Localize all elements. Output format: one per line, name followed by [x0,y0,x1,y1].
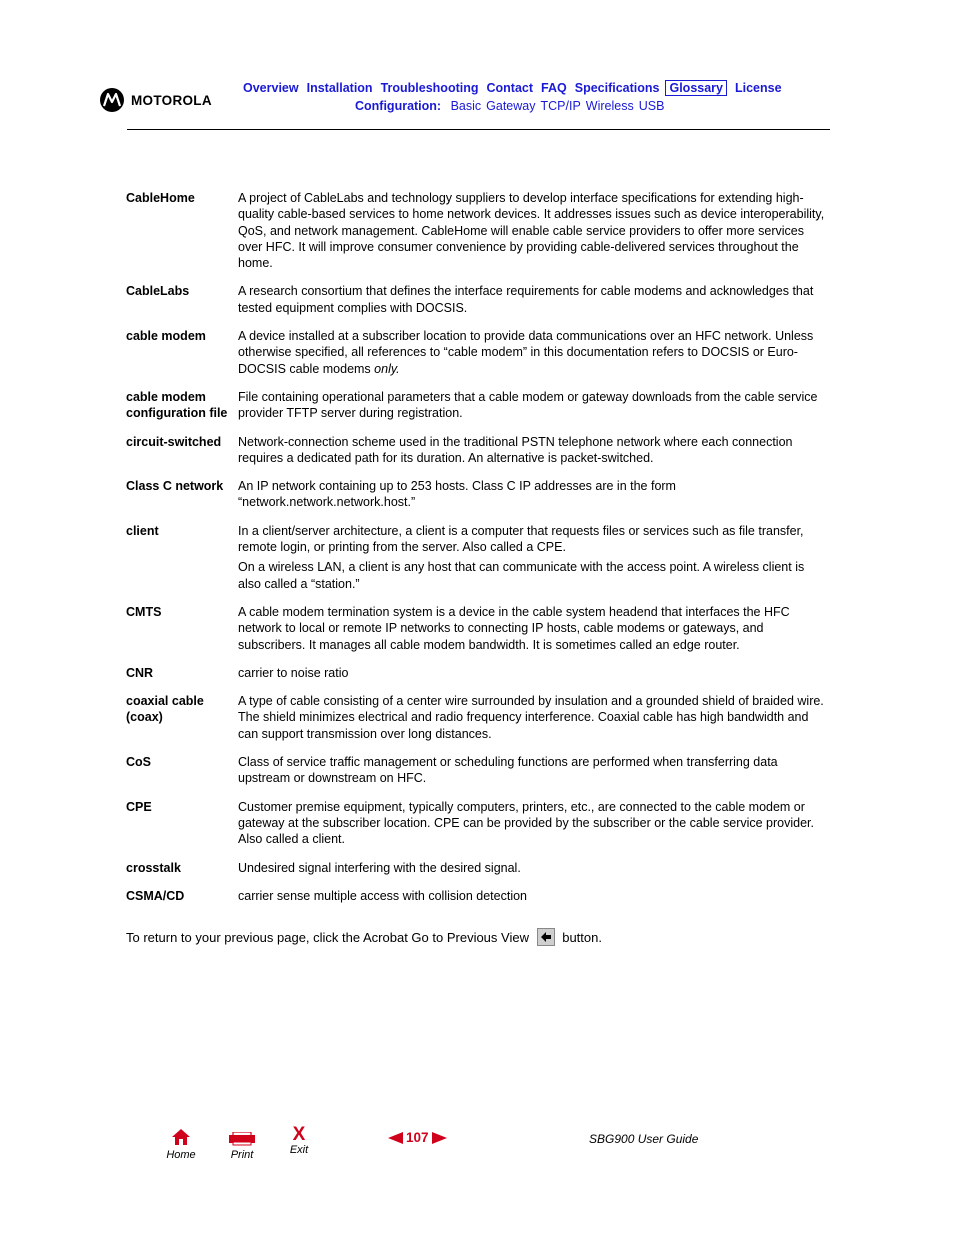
definition-text: File containing operational parameters that a cable modem or gateway downloads from the cable service provider TFTP server during registration. [238,389,818,421]
definition-paragraph [238,434,830,467]
definition-paragraph [238,559,830,592]
nav-link-contact[interactable]: Contact [486,81,534,95]
nav-link-glossary[interactable]: Glossary [665,80,727,96]
previous-page-icon[interactable] [388,1132,403,1144]
glossary-term: CSMA/CD [126,888,185,903]
glossary-entry [126,888,830,904]
glossary-definition [238,754,830,787]
glossary-definition [238,604,830,653]
config-link-wireless[interactable]: Wireless [585,99,634,113]
glossary-definition [238,665,830,681]
motorola-logo [100,88,212,112]
nav-link-installation[interactable]: Installation [306,81,373,95]
glossary-definition [238,523,830,592]
glossary-definition [238,478,830,511]
home-icon [171,1128,191,1146]
print-button[interactable] [222,1132,262,1161]
top-nav [243,81,790,95]
definition-text: A type of cable consisting of a center wire surrounded by insulation and a grounded shield of braided wire. The shield minimizes electrical and radio frequency interference. Coaxial cable has high bandwidth and can support transmission over long distances. [238,694,824,741]
definition-text: A project of CableLabs and technology suppliers to develop interface specifications for extending high-quality cable-based services to home network devices. It addresses issues such as device interoperability, QoS, and network management. CableHome will enable cable service providers to offer more services over HFC. It will improve consumer convenience by providing cable-delivered services throughout the home. [238,191,825,271]
glossary-entry [126,389,830,422]
definition-paragraph [238,754,830,787]
config-nav [355,99,669,113]
header-divider [127,129,830,130]
definition-paragraph [238,665,830,681]
glossary-entry [126,860,830,876]
glossary-definition [238,888,830,904]
page-number: 107 [406,1130,429,1145]
motorola-batwing-icon [100,88,124,112]
glossary-term: CoS [126,755,151,770]
glossary-definition [238,693,830,742]
definition-paragraph [238,190,830,271]
glossary-term: CMTS [126,604,162,619]
glossary-term: Class C network [126,479,224,494]
glossary-term: CPE [126,799,152,814]
printer-icon [228,1132,256,1146]
glossary-term: cable modem [126,329,206,344]
glossary-term: CableLabs [126,284,190,299]
glossary-entry [126,434,830,467]
glossary-entry [126,478,830,511]
definition-paragraph [238,523,830,556]
glossary-term: crosstalk [126,860,181,875]
glossary-definition [238,328,830,377]
definition-text: A research consortium that defines the interface requirements for cable modems and acknowledges that tested equipment complies with DOCSIS. [238,284,814,315]
guide-title: SBG900 User Guide [589,1132,699,1146]
glossary-entry [126,604,830,653]
home-button[interactable] [162,1128,200,1161]
return-note [126,928,602,947]
config-link-gateway[interactable]: Gateway [486,99,536,113]
exit-x-icon: X [292,1124,306,1145]
glossary-entry [126,754,830,787]
glossary-term: coaxial cable (coax) [126,694,204,725]
nav-link-license[interactable]: License [735,81,782,95]
glossary-list [126,190,830,916]
definition-paragraph [238,283,830,316]
definition-text: Network-connection scheme used in the traditional PSTN telephone network where each connection requires a dedicated path for its duration. An alternative is packet-switched. [238,434,793,465]
glossary-definition [238,190,830,271]
brand-name: MOTOROLA [131,92,212,108]
definition-text: carrier sense multiple access with collision detection [238,888,528,903]
exit-label: Exit [289,1144,309,1156]
definition-text: Customer premise equipment, typically computers, printers, etc., are connected to the cable modem or gateway at the subscriber location. CPE can be provided by the subscriber or the cable service provider. Also called a client. [238,799,815,847]
glossary-term: cable modem configuration file [126,389,228,421]
glossary-term: CNR [126,665,154,680]
config-link-usb[interactable]: USB [638,99,665,113]
definition-emphasis: only. [374,361,400,376]
glossary-entry [126,665,830,681]
glossary-definition [238,283,830,316]
definition-paragraph [238,478,830,511]
definition-text: Class of service traffic management or scheduling functions are performed when transferring data upstream or downstream on HFC. [238,755,778,786]
glossary-definition [238,860,830,876]
config-label: Configuration: [355,99,442,113]
config-link-basic[interactable]: Basic [450,99,482,113]
print-label: Print [230,1149,254,1161]
definition-paragraph [238,693,830,742]
definition-text: A device installed at a subscriber location to provide data communications over an HFC network. Unless otherwise specified, all references to “cable modem” in this documentation refers to DOCSIS or Euro-DOCSIS cable modems [238,329,814,376]
exit-button[interactable] [282,1126,316,1156]
glossary-definition [238,799,830,848]
definition-text: Undesired signal interfering with the desired signal. [238,860,521,875]
definition-paragraph [238,888,830,904]
definition-text: A cable modem termination system is a device in the cable system headend that interfaces the HFC network to local or remote IP networks to connecting IP hosts, cable modems or gateways, and subscribers. It manages all cable modem bandwidth. It is sometimes called an edge router. [238,604,790,652]
glossary-term: client [126,523,159,538]
return-note-text: To return to your previous page, click the Acrobat Go to Previous View [126,930,529,945]
return-note-suffix: button. [562,930,602,945]
glossary-entry [126,190,830,271]
definition-paragraph [238,328,830,377]
page-navigator [388,1130,447,1145]
glossary-entry [126,523,830,592]
definition-text: In a client/server architecture, a client is a computer that requests files or services such as file transfer, remote login, or printing from the server. Also called a CPE. [238,523,804,555]
glossary-term: CableHome [126,191,195,205]
definition-text: An IP network containing up to 253 hosts. Class C IP addresses are in the form “network.network.network.host.” [238,479,676,510]
definition-paragraph [238,604,830,653]
nav-link-troubleshooting[interactable]: Troubleshooting [380,81,479,95]
glossary-entry [126,799,830,848]
glossary-entry [126,328,830,377]
definition-paragraph [238,860,830,876]
glossary-definition [238,434,830,467]
definition-text: carrier to noise ratio [238,665,349,680]
definition-paragraph [238,799,830,848]
next-page-icon[interactable] [432,1132,447,1144]
glossary-term: circuit-switched [126,434,222,449]
definition-paragraph [238,389,830,422]
nav-link-overview[interactable]: Overview [243,81,299,95]
glossary-definition [238,389,830,422]
config-link-tcp-ip[interactable]: TCP/IP [540,99,581,113]
home-label: Home [166,1149,196,1161]
definition-text: On a wireless LAN, a client is any host that can communicate with the access point. A wireless client is also called a “station.” [238,560,805,591]
glossary-entry [126,283,830,316]
nav-link-specifications[interactable]: Specifications [574,81,660,95]
nav-link-faq[interactable]: FAQ [541,81,567,95]
glossary-entry [126,693,830,742]
previous-view-icon[interactable] [537,928,555,946]
